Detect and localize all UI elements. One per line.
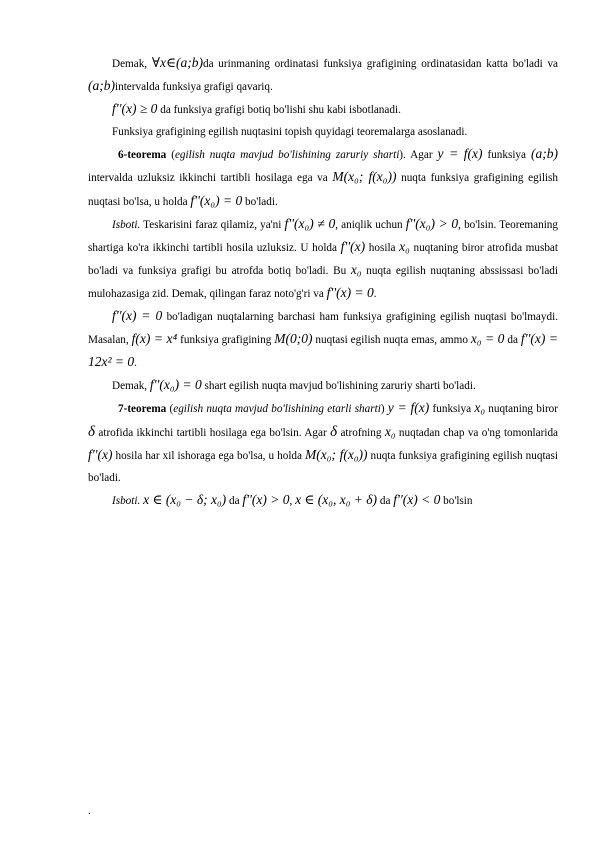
document-page: [88, 52, 558, 512]
text-run: ,: [289, 494, 296, 507]
text-run: Teskarisini faraz qilamiz, ya'ni: [140, 218, 285, 231]
text-run: da: [504, 334, 521, 347]
text-run: atrofida ikkinchi tartibli hosilaga ega bo'lsin. Agar: [94, 426, 331, 439]
formula: f''(x₀) = 0: [149, 377, 202, 393]
text-run: , aniqlik uchun: [335, 218, 406, 231]
text-run: funksiya: [429, 403, 475, 416]
paragraph-p8: [88, 397, 558, 488]
text-run: da funksiya grafigi botiq bo'lishi shu kabi isbotlanadi.: [157, 104, 401, 117]
paragraph-p5: [88, 213, 558, 305]
formula: y = f(x): [387, 400, 430, 416]
paragraph-p6: [88, 305, 558, 374]
text-run: nuqtadan chap va o'ng tomonlarida: [395, 426, 558, 439]
formula: x₀ = 0: [470, 331, 505, 347]
text-run: Isboti.: [112, 218, 141, 231]
formula: y = f(x): [437, 146, 483, 162]
formula: f''(x) > 0: [242, 491, 290, 507]
text-run: (: [166, 403, 174, 416]
formula: M(0;0): [274, 331, 313, 347]
paragraph-p9: [88, 489, 558, 512]
text-run: nuqtaning biror: [485, 403, 559, 416]
formula: (a;b): [530, 146, 558, 162]
text-run: bo'ladi.: [242, 195, 278, 208]
text-run: funksiya grafigining: [177, 334, 275, 347]
paragraph-p2: [88, 98, 558, 121]
theorem-label: 6-teorema: [118, 149, 167, 162]
text-run: Demak,: [112, 380, 150, 393]
formula: M(x₀; f(x₀)): [332, 169, 397, 185]
text-run: nuqtasi egilish nuqta emas, ammo: [312, 334, 471, 347]
text-run: hosila har xil ishoraga ega bo'lsa, u holda: [112, 449, 306, 462]
paragraph-p1: [88, 52, 558, 98]
text-run: funksiya: [482, 149, 531, 162]
formula: x ∈ (x₀ − δ; x₀): [143, 491, 227, 507]
text-run: intervalda funksiya grafigi qavariq.: [115, 81, 273, 94]
formula: (a;b): [88, 78, 115, 94]
text-run: (: [166, 149, 175, 162]
formula: f''(x): [88, 446, 113, 462]
text-run: .: [134, 357, 137, 370]
formula: f''(x₀) > 0: [405, 215, 459, 231]
text-run: ). Agar: [399, 149, 438, 162]
text-run: Funksiya grafigining egilish nuqtasini topish quyidagi teoremalarga asoslanadi.: [112, 126, 468, 139]
text-run: nuqta funksiya grafigining egilish nuqtasi bo'lsa, u holda: [88, 172, 558, 208]
formula: δ: [330, 423, 338, 440]
text-run: nuqtaning biror atrofida musbat bo'ladi va funksiya grafigi bu atrofda botiq bo'ladi. Bu: [88, 241, 558, 277]
text-run: intervalda uzluksiz ikkinchi tartibli hosilaga ega va: [88, 172, 333, 185]
paragraph-p3: [88, 121, 558, 143]
formula: M(x₀; f(x₀)): [305, 446, 368, 462]
text-run: Demak,: [112, 58, 152, 70]
text-run: hosila: [365, 241, 400, 254]
text-run: ): [380, 403, 388, 416]
text-run: nuqta egilish nuqtaning abssissasi bo'ladi mulohazasiga zid. Demak, qilingan faraz noto'g'ri va: [88, 264, 558, 300]
text-run: da: [226, 494, 243, 507]
text-run: Isboti.: [112, 494, 141, 507]
formula: x₀: [399, 238, 410, 254]
formula: x ∈ (x₀, x₀ + δ): [295, 491, 378, 507]
formula: δ: [88, 423, 95, 440]
text-run: , bo'lsin. Teoremaning shartiga ko'ra ikkinchi tartibli hosila uzluksiz. U holda: [88, 218, 558, 254]
formula: f''(x) ≥ 0: [112, 101, 158, 117]
formula: x₀: [474, 400, 486, 416]
text-run: atrofning: [337, 426, 385, 439]
text-run: da urinmaning ordinatasi funksiya grafigining ordinatasidan katta bo'ladi va: [202, 58, 558, 70]
formula: f''(x₀) ≠ 0: [284, 215, 336, 231]
formula: x₀: [350, 261, 362, 277]
formula: f''(x): [340, 238, 366, 254]
formula: ∀x∈(a;b): [151, 55, 203, 70]
formula: f''(x) = 0: [326, 284, 374, 300]
text-run: shart egilish nuqta mavjud bo'lishining zaruriy sharti bo'ladi.: [201, 380, 476, 393]
text-run: da: [377, 494, 394, 507]
text-run: egilish nuqta mavjud bo'lishining etarli sharti: [173, 403, 381, 416]
theorem-label: 7-teorema: [118, 403, 167, 416]
paragraph-p4: [88, 143, 558, 212]
formula: f''(x) = 12x² = 0: [88, 331, 558, 370]
formula: f''(x) < 0: [393, 491, 441, 507]
text-run: bo'lsin: [440, 494, 473, 507]
text-run: egilish nuqta mavjud bo'lishining zaruriy sharti: [174, 149, 400, 162]
text-run: .: [373, 287, 377, 300]
paragraph-p7: [88, 374, 558, 397]
trailing-mark: .: [88, 805, 91, 817]
text-run: bo'ladigan nuqtalarning barchasi ham funksiya grafigining egilish nuqtasi bo'lmaydi. Masalan,: [88, 311, 558, 347]
text-run: nuqta funksiya grafigining egilish nuqtasi bo'ladi.: [88, 449, 558, 484]
formula: x₀: [384, 423, 396, 439]
formula: f(x) = x⁴: [131, 331, 178, 347]
formula: f''(x₀) = 0: [190, 192, 243, 208]
formula: f''(x) = 0: [112, 308, 163, 324]
